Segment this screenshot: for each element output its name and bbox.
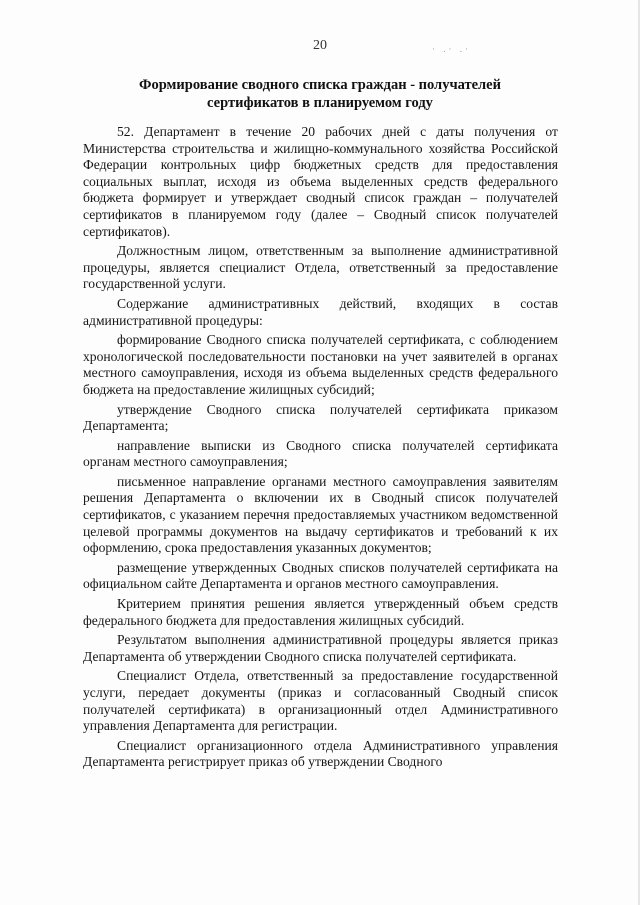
paragraph: 52. Департамент в течение 20 рабочих дней с даты получения от Министерства строительства и жилищно-коммунального хозяйства Российской Федерации контрольных цифр бюджетных средств для предоставления социальных выплат, исходя из объема выделенных средств федерального бюджета формирует и утверждает сводный список граждан – получателей сертификатов в планируемом году (далее – Сводный список получателей сертификатов).: [83, 124, 558, 239]
paragraph: размещение утвержденных Сводных списков получателей сертификата на официальном сайте Департамента и органов местного самоуправления.: [83, 559, 558, 592]
paragraph: Критерием принятия решения является утвержденный объем средств федерального бюджета для предоставления жилищных субсидий.: [83, 596, 558, 628]
paragraph: формирование Сводного списка получателей сертификата, с соблюдением хронологической последовательности постановки на учет заявителей в органах местного самоуправления, исходя из объема выделенных средств федерального бюджета на предоставление жилищных субсидий;: [83, 332, 558, 397]
paragraph: Специалист организационного отдела Административного управления Департамента регистрирует приказ об утверждении Сводного: [83, 737, 558, 770]
paragraph: Результатом выполнения административной процедуры является приказ Департамента об утверждении Сводного списка получателей сертификата.: [83, 632, 558, 664]
paragraph: письменное направление органами местного самоуправления заявителям решения Департамента о включении их в Сводный список получателей сертификатов, с указанием перечня предоставляемых участником ведомственной целевой программы документов на выдачу сертификатов и требований к их оформлению, срока предоставления указанных документов;: [83, 473, 558, 556]
paragraph: направление выписки из Сводного списка получателей сертификата органам местного самоуправления;: [83, 437, 558, 470]
paragraph: Содержание административных действий, входящих в состав административной процедуры:: [83, 295, 558, 328]
paragraph: Должностным лицом, ответственным за выполнение административной процедуры, является специалист Отдела, ответственный за предоставление государственной услуги.: [83, 243, 558, 292]
document-body: [83, 124, 558, 774]
paragraph: утверждение Сводного списка получателей сертификата приказом Департамента;: [83, 401, 558, 434]
heading-line: Формирование сводного списка граждан - получателей: [139, 77, 501, 93]
scan-marks: · .· .·: [432, 44, 471, 54]
heading-line: сертификатов в планируемом году: [207, 95, 433, 111]
paragraph: Специалист Отдела, ответственный за предоставление государственной услуги, передает документы (приказ и согласованный Сводный список получателей сертификата) в организационный отдел Административного управления Департамента для регистрации.: [83, 668, 558, 734]
page-number: 20: [313, 38, 327, 53]
section-heading: [90, 76, 550, 112]
